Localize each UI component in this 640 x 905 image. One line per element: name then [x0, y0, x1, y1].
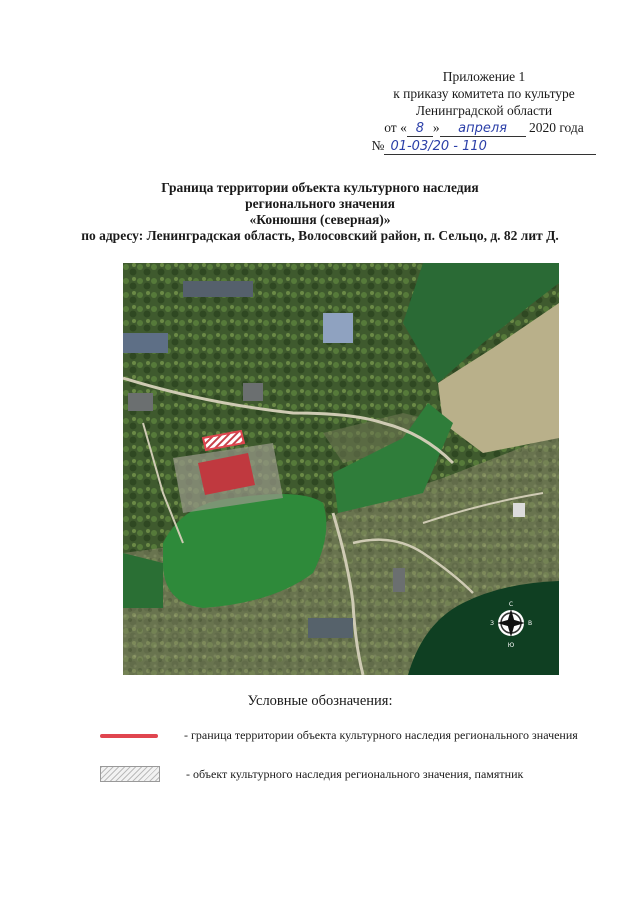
legend-item-monument [100, 766, 523, 782]
document-title: Граница территории объекта культурного наследия регионального значения «Конюшня (северная)» по адресу: Ленинградская область, Волосовский район, п. Сельцо, д. 82 лит Д. [0, 180, 640, 244]
legend-title: Условные обозначения: [247, 693, 393, 709]
legend-item-text: - объект культурного наследия регионального значения, памятник [186, 766, 524, 781]
compass-west: З [490, 620, 494, 627]
building [308, 618, 353, 638]
compass-east: В [527, 620, 533, 627]
legend-item-text: - граница территории объекта культурного наследия регионального значения [184, 728, 578, 742]
order-date: от « 8 » апреля 2020 года [384, 120, 584, 136]
compass-south: Ю [507, 642, 515, 649]
building [393, 568, 405, 592]
building [123, 333, 168, 353]
compass-north: С [508, 601, 514, 608]
hatched-monument-swatch-icon [100, 766, 160, 782]
object-address: по адресу: Ленинградская область, Волосовский район, п. Сельцо, д. 82 лит Д. [81, 228, 559, 243]
region-name: Ленинградской области [415, 103, 553, 118]
red-boundary-line-icon [100, 734, 158, 738]
order-number: № 01-03/20 - 110 [364, 137, 604, 155]
object-name: «Конюшня (северная)» [249, 212, 391, 227]
building [243, 383, 263, 401]
legend-item-boundary [100, 728, 578, 743]
building [323, 313, 353, 343]
document-header [364, 68, 604, 155]
building [513, 503, 525, 517]
satellite-map [123, 263, 559, 675]
building [183, 281, 253, 297]
order-reference: к приказу комитета по культуре [393, 86, 575, 101]
appendix-label: Приложение 1 [442, 69, 526, 84]
order-number-value: 01-03/20 - 110 [384, 140, 596, 155]
building [128, 393, 153, 411]
date-day: 8 [407, 122, 433, 137]
date-month: апреля [440, 122, 526, 137]
